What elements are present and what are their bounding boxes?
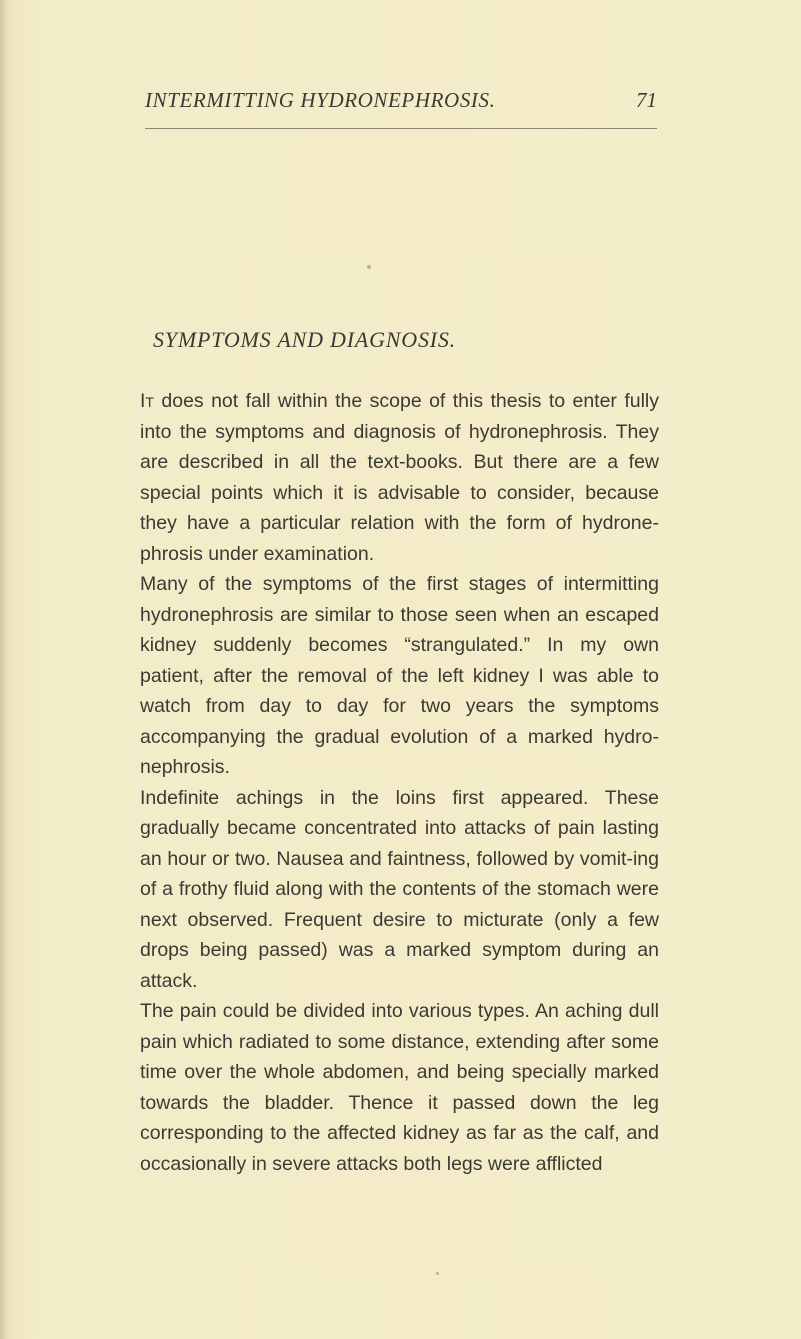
paragraph-4: The pain could be divided into various types. An aching dull pain which radiated to some distance, extending after some time over the whole abdomen, and being specially marked towards the bladder. Thence it passed down the leg corresponding to the affected kidney as far as the calf, and occasionally in severe attacks both legs were afflicted: [140, 1000, 659, 1175]
body-text: [140, 386, 659, 1179]
paragraph-2: Many of the symptoms of the first stages of intermitting hydronephrosis are similar to those seen when an escaped kidney suddenly becomes “strangulated.” In my own patient, after the removal of the left kidney I was able to watch from day to day for two years the symptoms accompanying the gradual evolution of a marked hydro-nephrosis.: [140, 573, 659, 778]
running-head: [145, 88, 665, 122]
paragraph-1: [140, 386, 659, 569]
paragraph-3: Indefinite achings in the loins first appeared. These gradually became concentrated into attacks of pain lasting an hour or two. Nausea and faintness, followed by vomit-ing of a frothy fluid along with the contents of the stomach were next observed. Frequent desire to micturate (only a few drops being passed) was a marked symptom during an attack.: [140, 786, 659, 992]
paper-speck: [367, 265, 371, 269]
page-number: 71: [636, 88, 657, 112]
section-title: SYMPTOMS AND DIAGNOSIS.: [153, 327, 456, 352]
header-rule: [145, 128, 657, 129]
running-title: INTERMITTING HYDRONEPHROSIS.: [145, 88, 496, 112]
paragraph-1-text: does not fall within the scope of this thesis to enter fully into the symptoms and diagnosis of hydronephrosis. They are described in all the text-books. But there are a few special points which it is advisable to consider, because they have a particular relation with the form of hydrone-phrosis under examination.: [140, 390, 659, 565]
paper-speck: [436, 1272, 439, 1275]
page-binding-edge: [0, 0, 8, 1339]
paragraph-lead-word: It: [140, 390, 154, 412]
